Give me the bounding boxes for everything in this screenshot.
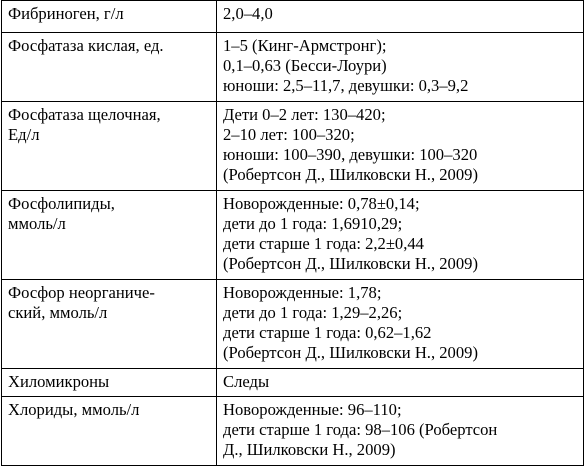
parameter-unit: ский, ммоль/л: [8, 303, 108, 322]
table-row: [2, 397, 584, 466]
reference-value-line: Дети 0–2 лет: 130–420;: [223, 105, 386, 124]
reference-value-cell: [217, 33, 584, 102]
table-row: [2, 1, 584, 33]
parameter-cell: [2, 33, 217, 102]
parameter-unit: Ед/л: [8, 125, 40, 144]
parameter-label: Фосфатаза кислая, ед.: [8, 36, 164, 55]
reference-value-line: Новорожденные: 1,78;: [223, 283, 382, 302]
table-row: [2, 33, 584, 102]
reference-value-line: Новорожденные: 0,78±0,14;: [223, 194, 420, 213]
parameter-label: Фибриноген, г/л: [8, 4, 124, 23]
reference-values-table: [1, 0, 584, 466]
parameter-cell: [2, 191, 217, 280]
reference-value-line: дети до 1 года: 1,29–2,26;: [223, 303, 403, 322]
parameter-label: Фосфатаза щелочная,: [8, 105, 161, 124]
parameter-label: Фосфолипиды,: [8, 194, 115, 213]
reference-value-line: 2–10 лет: 100–320;: [223, 125, 355, 144]
table-row: [2, 280, 584, 369]
reference-value-cell: [217, 1, 584, 33]
reference-value-cell: [217, 280, 584, 369]
parameter-cell: [2, 102, 217, 191]
parameter-cell: [2, 280, 217, 369]
parameter-label: Хиломикроны: [8, 372, 110, 391]
parameter-label: Хлориды, ммоль/л: [8, 400, 140, 419]
table-row: [2, 369, 584, 397]
reference-value-cell: [217, 397, 584, 466]
parameter-unit: ммоль/л: [8, 214, 66, 233]
reference-value-line: дети старше 1 года: 98–106 (Робертсон: [223, 420, 498, 439]
parameter-cell: [2, 397, 217, 466]
reference-value-cell: [217, 191, 584, 280]
reference-source: (Робертсон Д., Шилковски Н., 2009): [223, 165, 478, 184]
reference-value-cell: [217, 369, 584, 397]
reference-value-line: 2,0–4,0: [223, 4, 273, 23]
table-row: [2, 102, 584, 191]
parameter-cell: [2, 1, 217, 33]
reference-value-line: юноши: 2,5–11,7, девушки: 0,3–9,2: [223, 76, 469, 95]
table-row: [2, 191, 584, 280]
reference-value-line: Следы: [223, 372, 270, 391]
reference-value-line: 0,1–0,63 (Бесси-Лоури): [223, 56, 387, 75]
reference-source: (Робертсон Д., Шилковски Н., 2009): [223, 254, 478, 273]
reference-value-line: дети старше 1 года: 2,2±0,44: [223, 234, 424, 253]
reference-value-line: Новорожденные: 96–110;: [223, 400, 402, 419]
reference-source: (Робертсон Д., Шилковски Н., 2009): [223, 343, 478, 362]
reference-source: Д., Шилковски Н., 2009): [223, 440, 396, 459]
reference-value-line: 1–5 (Кинг-Армстронг);: [223, 36, 387, 55]
reference-value-line: дети до 1 года: 1,6910,29;: [223, 214, 403, 233]
parameter-label: Фосфор неорганиче-: [8, 283, 155, 302]
reference-value-line: юноши: 100–390, девушки: 100–320: [223, 145, 478, 164]
reference-value-line: дети старше 1 года: 0,62–1,62: [223, 323, 432, 342]
parameter-cell: [2, 369, 217, 397]
reference-value-cell: [217, 102, 584, 191]
